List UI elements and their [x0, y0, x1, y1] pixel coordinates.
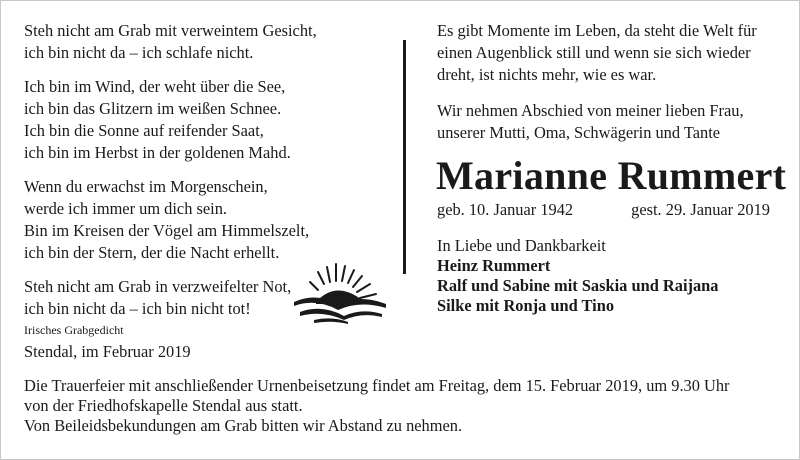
family-block: [437, 236, 718, 316]
notice-line: Die Trauerfeier mit anschließender Urnenbeisetzung findet am Freitag, dem 15. Februar 2019, um 9.30 Uhr: [24, 376, 730, 395]
notice-line: von der Friedhofskapelle Stendal aus statt.: [24, 396, 303, 415]
poem-stanza: [24, 176, 384, 264]
notice-line: Von Beileidsbekundungen am Grab bitten wir Abstand zu nehmen.: [24, 416, 463, 435]
family-member: Ralf und Sabine mit Saskia und Raijana: [437, 276, 719, 295]
poem-stanza: [24, 76, 384, 164]
right-column: [437, 20, 782, 158]
poem-line: ich bin das Glitzern im weißen Schnee.: [24, 99, 282, 118]
family-heading: In Liebe und Dankbarkeit: [437, 236, 606, 255]
poem-line: Ich bin im Wind, der weht über die See,: [24, 77, 286, 96]
column-divider: [403, 40, 406, 274]
death-date: gest. 29. Januar 2019: [631, 200, 770, 219]
farewell-line: unserer Mutti, Oma, Schwägerin und Tante: [437, 123, 721, 142]
place-date: Stendal, im Februar 2019: [24, 342, 191, 361]
poem-line: Wenn du erwachst im Morgenschein,: [24, 177, 268, 196]
farewell-text: [437, 100, 782, 144]
intro-line: dreht, ist nichts mehr, wie es war.: [437, 65, 657, 84]
poem-line: ich bin der Stern, der die Nacht erhellt.: [24, 243, 280, 262]
farewell-line: Wir nehmen Abschied von meiner lieben Frau,: [437, 101, 744, 120]
family-member: Silke mit Ronja und Tino: [437, 296, 615, 315]
poem-line: werde ich immer um dich sein.: [24, 199, 228, 218]
poem-line: ich bin im Herbst in der goldenen Mahd.: [24, 143, 291, 162]
poem-line: ich bin nicht da – ich bin nicht tot!: [24, 299, 251, 318]
family-member: Heinz Rummert: [437, 256, 551, 275]
poem-line: Bin im Kreisen der Vögel am Himmelszelt,: [24, 221, 310, 240]
intro-text: [437, 20, 782, 86]
life-dates: [437, 200, 770, 220]
poem-line: ich bin nicht da – ich schlafe nicht.: [24, 43, 254, 62]
poem-line: Steh nicht am Grab in verzweifelter Not,: [24, 277, 292, 296]
intro-line: Es gibt Momente im Leben, da steht die Welt für: [437, 21, 757, 40]
poem-source: Irisches Grabgedicht: [24, 323, 124, 337]
poem-line: Steh nicht am Grab mit verweintem Gesicht,: [24, 21, 317, 40]
funeral-notice: [24, 376, 784, 436]
intro-line: einen Augenblick still und wenn sie sich wieder: [437, 43, 751, 62]
sunrise-icon: [286, 262, 390, 324]
poem-line: Ich bin die Sonne auf reifender Saat,: [24, 121, 264, 140]
poem-stanza: [24, 20, 384, 64]
deceased-name: Marianne Rummert: [436, 153, 787, 198]
birth-date: geb. 10. Januar 1942: [437, 200, 574, 219]
